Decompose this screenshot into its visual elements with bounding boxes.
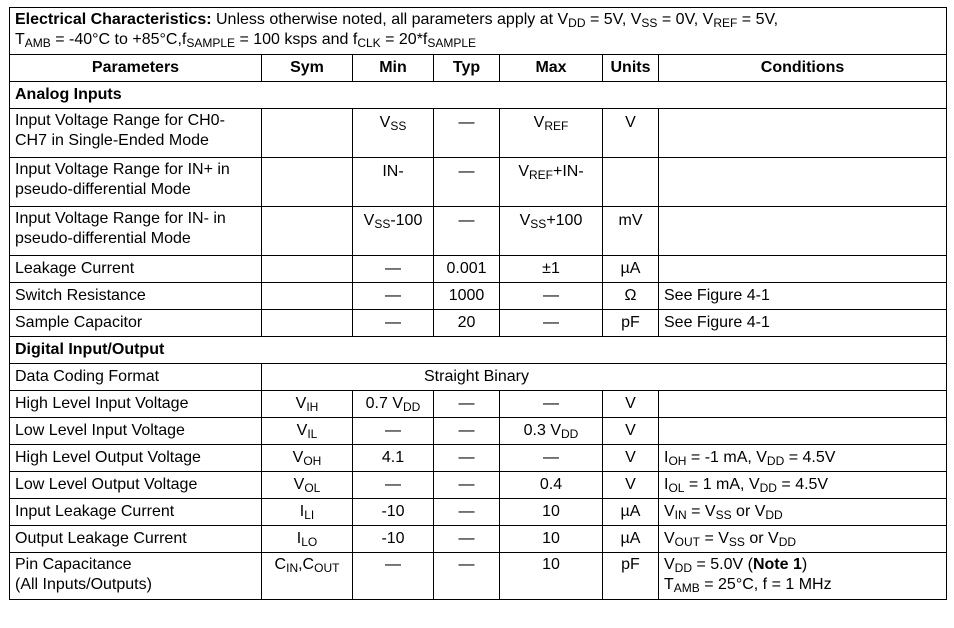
min-cell: -10 [353,526,434,553]
table-row [10,526,947,553]
col-conditions: Conditions [659,55,947,82]
sym-sub: IH [306,400,319,414]
min-cell [353,391,434,418]
cond-text: V [664,503,675,520]
min-cell: — [353,418,434,445]
caption-text: = 0V, V [657,11,714,28]
cond-sub: DD [674,561,693,575]
param-cell: Low Level Output Voltage [10,472,262,499]
cond-sub: OH [668,454,687,468]
section-row [10,337,947,364]
column-header-row [10,55,947,82]
sym-text: V [296,422,308,439]
table-row [10,445,947,472]
sym-cell [262,499,353,526]
typ-cell: — [434,158,500,207]
unit-cell: mV [603,207,659,256]
table-row [10,256,947,283]
value-text: +IN- [553,163,584,180]
col-sym: Sym [262,55,353,82]
table-caption [10,8,947,55]
caption-sub: DD [568,16,586,30]
table-row [10,283,947,310]
param-text: Input Voltage Range for IN- in [15,210,226,227]
param-cell: Low Level Input Voltage [10,418,262,445]
sym-sub: OL [304,481,321,495]
cond-sub: DD [778,535,797,549]
param-cell: Leakage Current [10,256,262,283]
table-row [10,109,947,158]
unit-cell: µA [603,256,659,283]
sym-text: I [296,530,302,547]
param-text: Input Voltage Range for CH0- [15,112,225,129]
value-sub: SS [374,217,391,231]
param-cell: High Level Input Voltage [10,391,262,418]
min-cell [353,207,434,256]
sym-cell [262,158,353,207]
max-cell [500,158,603,207]
min-cell: -10 [353,499,434,526]
typ-cell: — [434,391,500,418]
value-sub: DD [403,400,421,414]
typ-cell: 0.001 [434,256,500,283]
col-parameters: Parameters [10,55,262,82]
max-cell: — [500,310,603,337]
min-cell: IN- [353,158,434,207]
col-typ: Typ [434,55,500,82]
table-row [10,364,947,391]
unit-cell: V [603,391,659,418]
param-cell [10,158,262,207]
value-text: V [519,212,531,229]
cond-cell: See Figure 4-1 [659,283,947,310]
cond-sub: DD [766,454,785,468]
typ-cell: — [434,526,500,553]
sym-cell [262,445,353,472]
sym-sub: LO [301,535,318,549]
sym-cell [262,207,353,256]
cond-sub: OL [668,481,685,495]
typ-cell: — [434,445,500,472]
min-cell: — [353,310,434,337]
cond-text: = 1 mA, V [684,476,760,493]
cond-text: or V [731,503,766,520]
min-cell [353,109,434,158]
min-cell: — [353,256,434,283]
caption-text: T [15,31,25,48]
max-cell: 0.4 [500,472,603,499]
sym-sub: LI [304,508,315,522]
value-text: V [518,163,529,180]
value-text: V [363,212,375,229]
sym-sub: IL [307,427,318,441]
cond-text: = 25°C, f = 1 MHz [699,576,832,593]
sym-text: I [299,503,305,520]
value-text: -100 [390,212,423,229]
cond-cell: See Figure 4-1 [659,310,947,337]
typ-cell: — [434,109,500,158]
value-text: V [379,114,391,131]
cond-cell [659,391,947,418]
param-cell [10,207,262,256]
value-text: 0.7 V [365,395,403,412]
param-text: CH7 in Single-Ended Mode [15,132,209,149]
param-cell: Output Leakage Current [10,526,262,553]
sym-text: ,C [298,556,315,573]
typ-cell: — [434,499,500,526]
table-row [10,391,947,418]
cond-cell [659,256,947,283]
electrical-characteristics-table [9,7,947,600]
section-row [10,82,947,109]
caption-text: = 100 ksps and f [235,31,358,48]
sym-text: V [292,449,304,466]
param-text: Input Voltage Range for IN+ in [15,161,230,178]
max-cell: 10 [500,526,603,553]
caption-sub: SS [641,16,658,30]
table-row [10,310,947,337]
cond-cell [659,109,947,158]
sym-sub: IN [286,561,299,575]
caption-text: = 20*f [380,31,428,48]
cond-text: ) [801,556,808,573]
caption-text: = 5V, V [585,11,642,28]
min-cell: — [353,553,434,600]
max-cell: — [500,283,603,310]
sym-cell [262,553,353,600]
sym-text: V [295,395,307,412]
caption-text: = 5V, [737,11,779,28]
typ-cell: 20 [434,310,500,337]
typ-cell: — [434,418,500,445]
param-cell: Switch Resistance [10,283,262,310]
sym-cell [262,109,353,158]
max-cell: 10 [500,553,603,600]
sym-cell [262,391,353,418]
cond-text: or V [744,530,779,547]
max-cell: 10 [500,499,603,526]
param-cell [10,553,262,600]
param-cell: Input Leakage Current [10,499,262,526]
sym-cell [262,256,353,283]
unit-cell: V [603,445,659,472]
caption-sub: SAMPLE [186,36,236,50]
max-cell: — [500,445,603,472]
sym-sub: OH [303,454,322,468]
value-sub: REF [529,168,553,182]
unit-cell: V [603,418,659,445]
typ-cell: 1000 [434,283,500,310]
cond-sub: AMB [673,581,700,595]
cond-sub: DD [765,508,783,522]
cond-text: = 5.0V ( [692,556,753,573]
unit-cell: µA [603,526,659,553]
sym-cell [262,310,353,337]
cond-text: = V [700,530,729,547]
caption-sub: AMB [24,36,51,50]
col-units: Units [603,55,659,82]
value-text: V [533,114,545,131]
sym-cell [262,283,353,310]
cond-text: T [664,576,674,593]
table-row [10,499,947,526]
param-cell: High Level Output Voltage [10,445,262,472]
max-cell [500,418,603,445]
sym-cell [262,526,353,553]
cond-cell [659,526,947,553]
cond-text: = -1 mA, V [686,449,767,466]
cond-text: I [664,449,669,466]
sym-text: C [274,556,287,573]
param-cell [10,109,262,158]
typ-cell: — [434,553,500,600]
caption-sub: SAMPLE [427,36,477,50]
caption-text: = -40°C to +85°C,f [50,31,187,48]
cond-cell [659,499,947,526]
value-text: 0.3 V [523,422,561,439]
coding-format-cell: Straight Binary [262,364,947,391]
value-sub: REF [544,119,569,133]
section-analog-inputs: Analog Inputs [10,82,947,109]
unit-cell: pF [603,310,659,337]
max-cell: ±1 [500,256,603,283]
col-min: Min [353,55,434,82]
param-cell: Data Coding Format [10,364,262,391]
cond-text: V [664,530,675,547]
param-text: pseudo-differential Mode [15,230,191,247]
cond-cell [659,445,947,472]
value-sub: SS [390,119,407,133]
cond-text: V [664,556,675,573]
table-row [10,418,947,445]
param-text: (All Inputs/Outputs) [15,576,152,593]
cond-cell [659,553,947,600]
cond-text: I [664,476,669,493]
caption-text: Unless otherwise noted, all parameters apply at V [211,11,569,28]
param-cell: Sample Capacitor [10,310,262,337]
param-text: pseudo-differential Mode [15,181,191,198]
cond-cell [659,418,947,445]
table-row [10,553,947,600]
unit-cell: V [603,472,659,499]
cond-text: = 4.5V [776,476,829,493]
table-row [10,472,947,499]
unit-cell: Ω [603,283,659,310]
value-sub: SS [530,217,547,231]
min-cell: — [353,472,434,499]
min-cell: 4.1 [353,445,434,472]
cond-text: = V [686,503,716,520]
max-cell [500,109,603,158]
unit-cell: µA [603,499,659,526]
cond-sub: OUT [674,535,701,549]
value-text: +100 [546,212,583,229]
cond-text: = 4.5V [784,449,836,466]
table-row [10,158,947,207]
col-max: Max [500,55,603,82]
caption-sub: REF [713,16,738,30]
sym-cell [262,472,353,499]
caption-sub: CLK [357,36,381,50]
typ-cell: — [434,472,500,499]
sym-cell [262,418,353,445]
max-cell [500,207,603,256]
note-1-ref: Note 1 [752,556,802,573]
typ-cell: — [434,207,500,256]
min-cell: — [353,283,434,310]
unit-cell: pF [603,553,659,600]
cond-cell [659,158,947,207]
unit-cell: V [603,109,659,158]
sym-sub: OUT [314,561,340,575]
cond-cell [659,472,947,499]
sym-text: V [293,476,305,493]
cond-sub: IN [674,508,687,522]
section-digital-io: Digital Input/Output [10,337,947,364]
cond-sub: SS [715,508,732,522]
max-cell: — [500,391,603,418]
cond-sub: SS [728,535,745,549]
cond-cell [659,207,947,256]
unit-cell [603,158,659,207]
table-row [10,207,947,256]
table-caption-row [10,8,947,55]
cond-sub: DD [759,481,777,495]
param-text: Pin Capacitance [15,556,132,573]
value-sub: DD [561,427,579,441]
caption-title: Electrical Characteristics: [15,11,212,28]
